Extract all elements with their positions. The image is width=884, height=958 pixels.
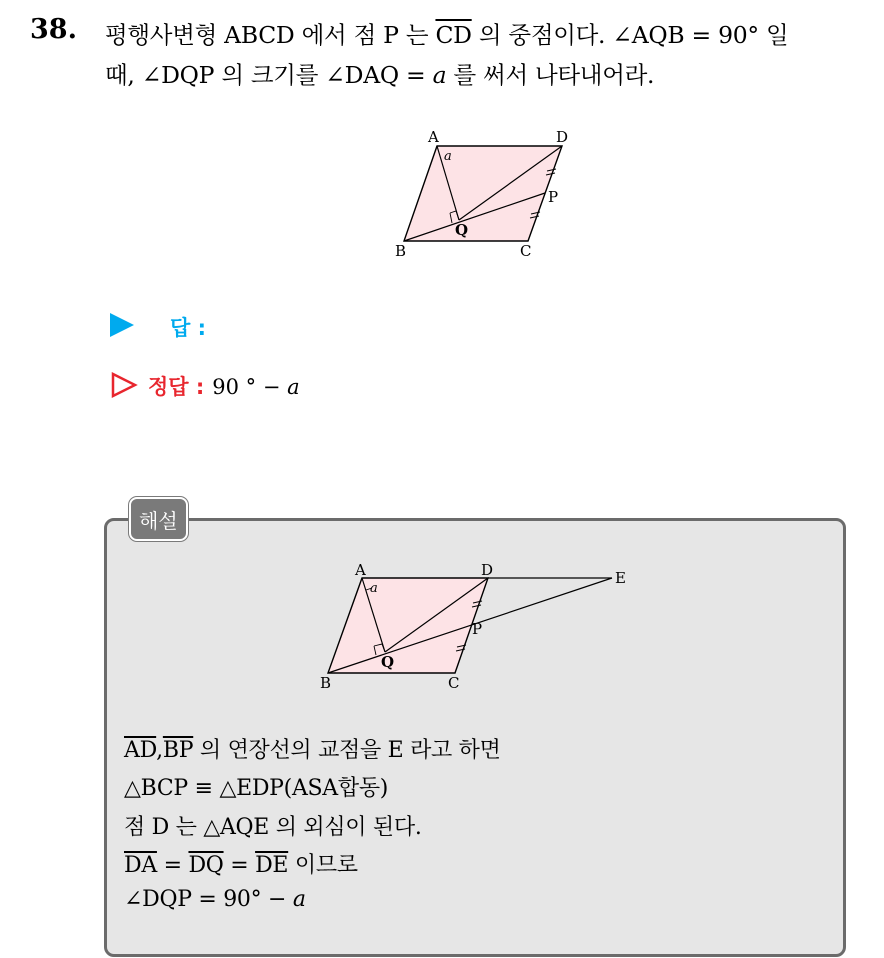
explanation-line-1 — [124, 733, 501, 764]
correct-answer-value — [212, 375, 299, 399]
explanation-text: , — [156, 738, 163, 763]
explanation-line-2: △BCP ≡ △EDP(ASA합동) — [124, 776, 389, 801]
explanation-figure — [315, 560, 635, 695]
correct-answer-label: 정답 : — [148, 375, 205, 399]
question-text: 때, ∠DQP 의 크기를 ∠DAQ = — [105, 61, 433, 89]
label-alpha: a — [444, 149, 452, 164]
segment-da: $\overline{DA}$ — [124, 853, 157, 878]
parallelogram-fill — [328, 578, 488, 673]
explanation-line-3: 점 D 는 △AQE 의 외심이 된다. — [124, 815, 422, 840]
outline-triangle-icon — [110, 372, 138, 398]
label-d: D — [481, 561, 494, 579]
label-c: C — [448, 674, 460, 692]
label-a: A — [355, 561, 366, 579]
alpha-symbol: a — [432, 61, 447, 89]
label-b: B — [320, 674, 332, 692]
explanation-text: = — [223, 853, 256, 878]
explanation-text: = — [156, 853, 189, 878]
question-text: 평행사변형 ABCD 에서 점 P 는 — [105, 21, 436, 49]
question-text: 를 써서 나타내어라. — [446, 61, 655, 89]
question-text-line-2 — [105, 56, 654, 90]
explanation-text: 이므로 — [288, 853, 358, 878]
alpha-symbol: a — [292, 887, 306, 912]
label-p: P — [472, 620, 483, 638]
answer-value-text: 90 ° − — [212, 375, 288, 399]
explanation-line-5 — [124, 887, 306, 912]
segment-bp: $\overline{BP}$ — [162, 738, 194, 763]
explanation-line-4 — [124, 848, 358, 879]
explanation-text: ∠DQP = 90° − — [124, 887, 293, 912]
label-q: Q — [455, 221, 469, 239]
solid-triangle-icon — [110, 313, 134, 337]
label-alpha: a — [370, 581, 378, 596]
question-text: 의 중점이다. ∠AQB = 90° 일 — [471, 21, 789, 49]
label-d: D — [556, 128, 569, 146]
parallelogram-figure — [390, 125, 570, 265]
correct-answer-row — [110, 371, 300, 401]
alpha-symbol: a — [287, 375, 300, 399]
answer-label: 답 : — [170, 316, 206, 340]
label-p: P — [548, 188, 559, 206]
explanation-text: 의 연장선의 교점을 E 라고 하면 — [193, 738, 501, 763]
label-b: B — [395, 242, 407, 260]
question-text-line-1 — [105, 16, 788, 50]
segment-ad: $\overline{AD}$ — [124, 738, 157, 763]
explanation-tag: 해설 — [129, 497, 188, 541]
label-c: C — [520, 242, 532, 260]
label-e: E — [615, 569, 626, 587]
answer-blank-row — [110, 312, 206, 342]
label-a: A — [428, 128, 439, 146]
segment-cd: $\overline{CD}$ — [435, 21, 472, 49]
question-number: 38. — [30, 14, 77, 45]
parallelogram-fill — [404, 146, 562, 241]
segment-de: $\overline{DE}$ — [255, 853, 289, 878]
label-q: Q — [381, 653, 395, 671]
segment-dq: $\overline{DQ}$ — [188, 853, 224, 878]
